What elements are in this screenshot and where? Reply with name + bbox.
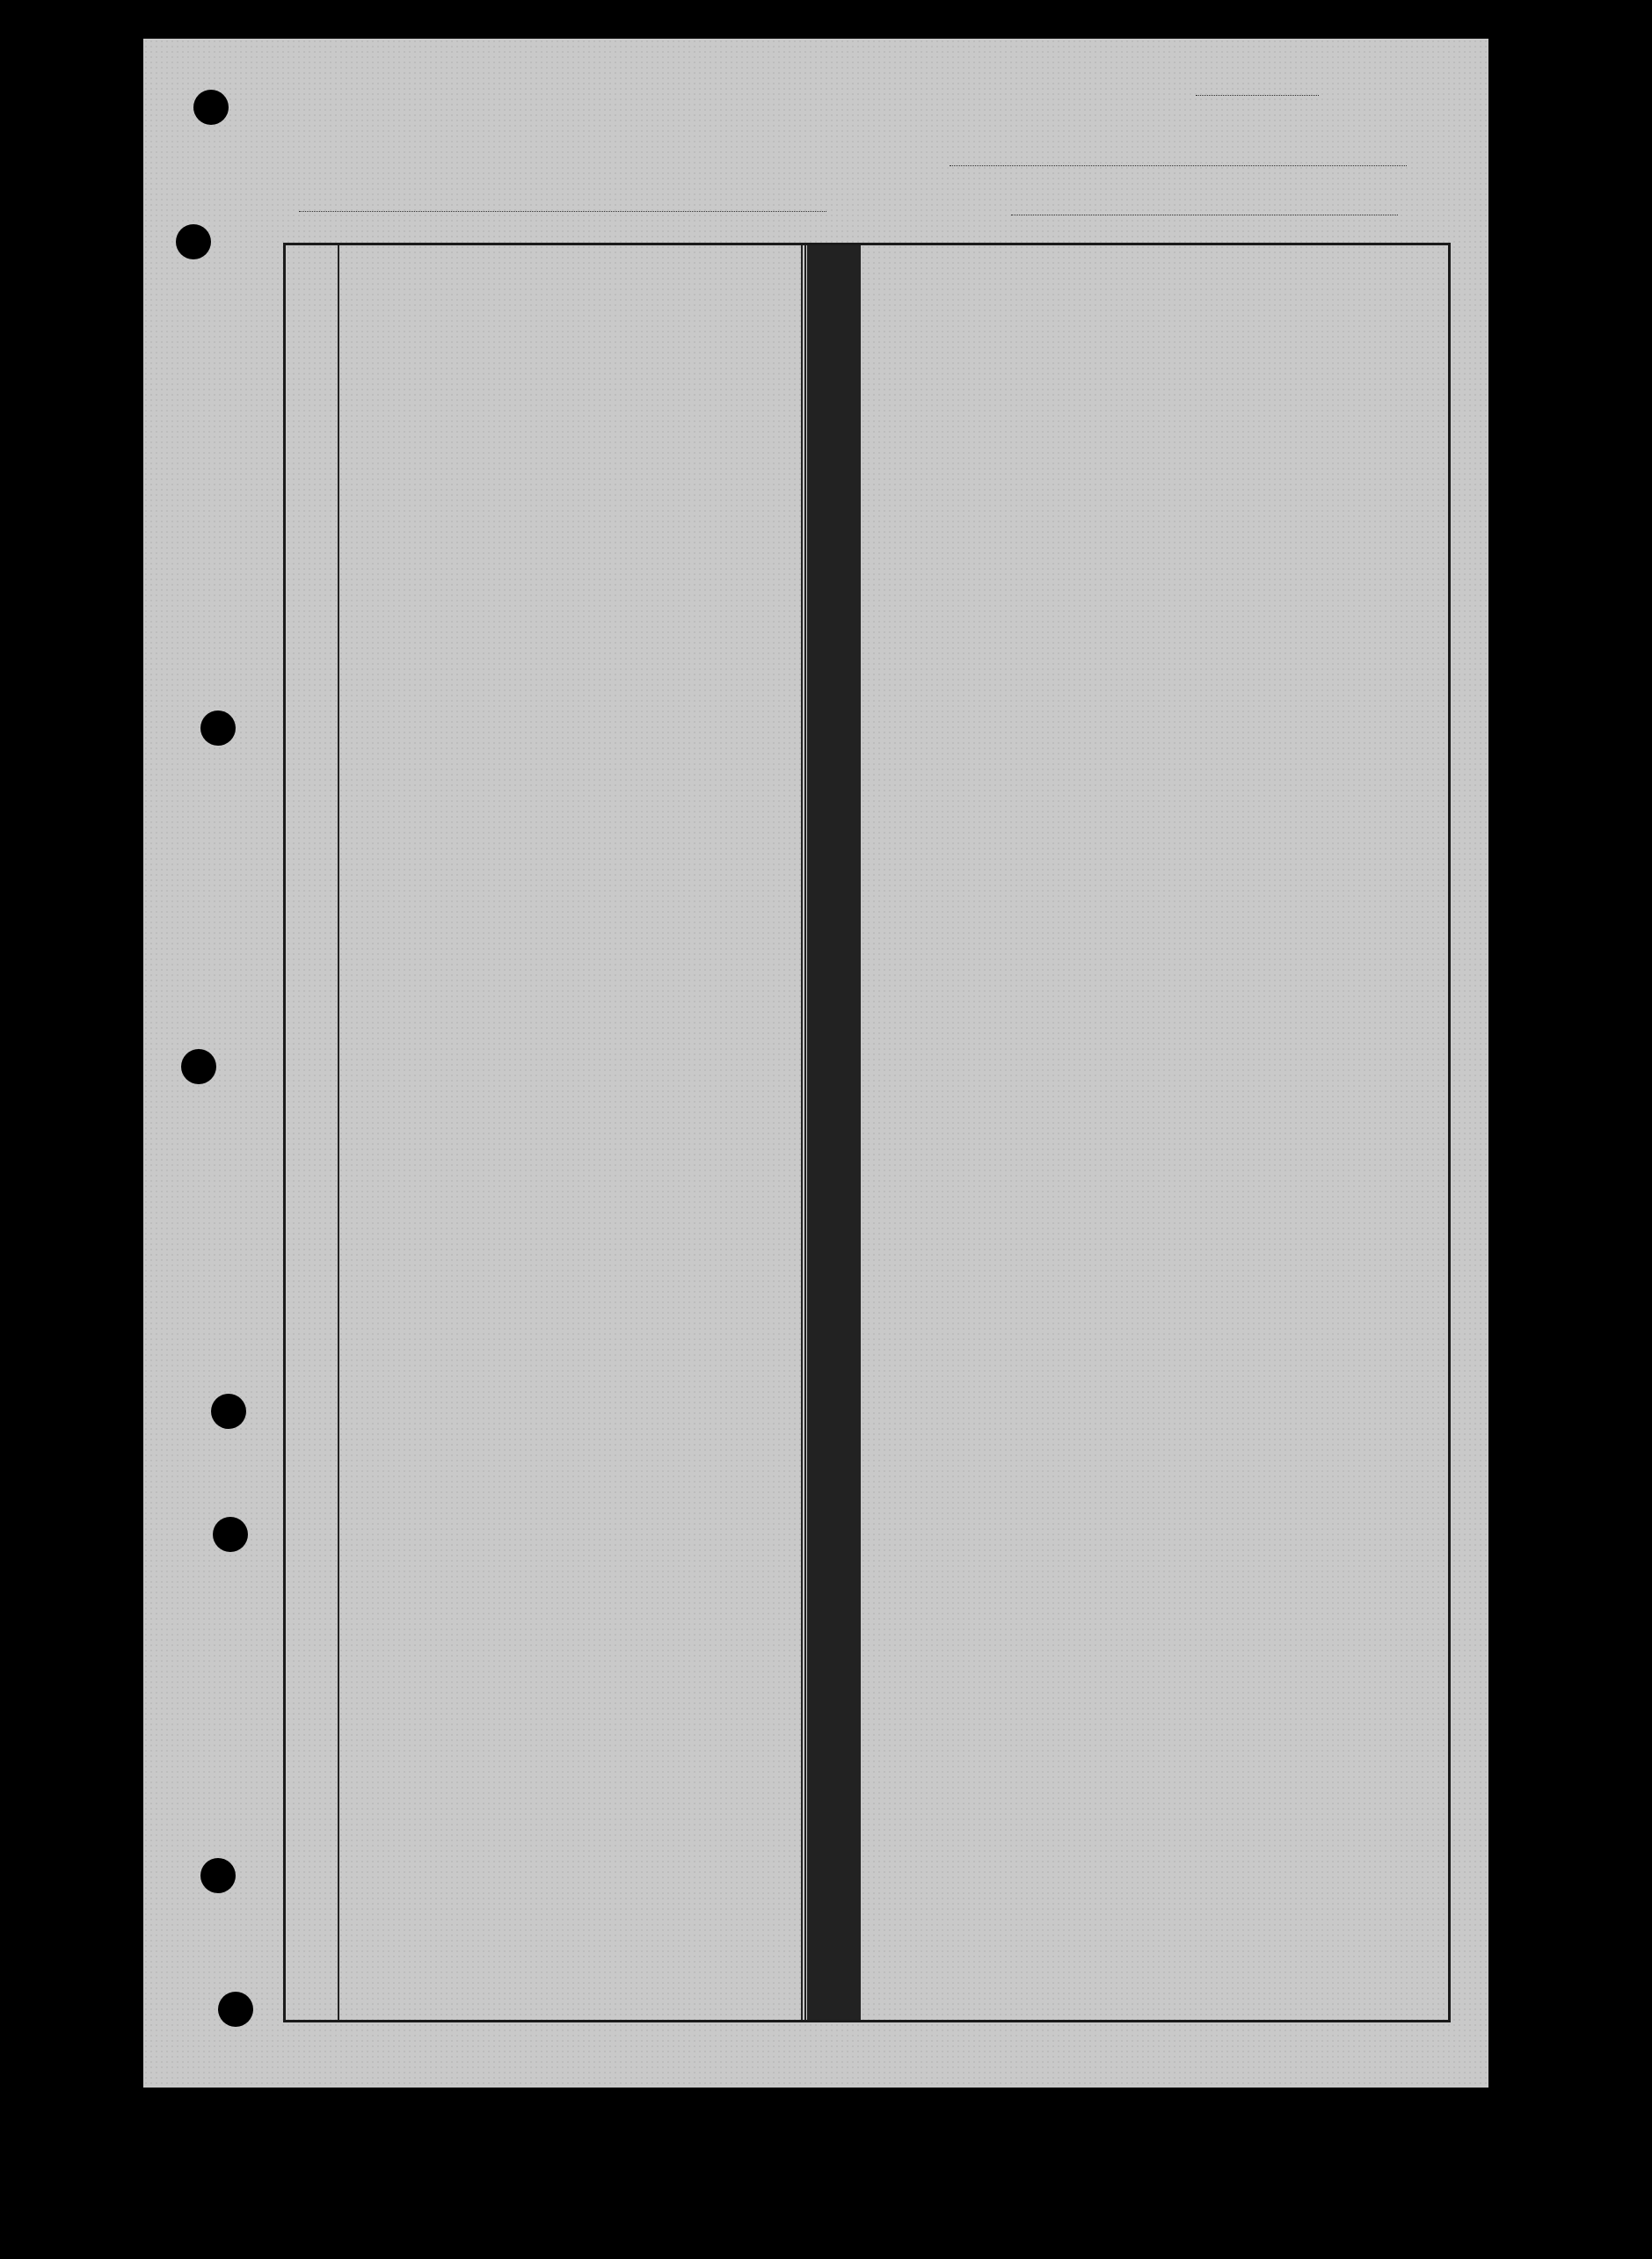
passenger-table (283, 243, 1451, 2022)
punch-hole (181, 1049, 216, 1084)
punch-hole (213, 1517, 248, 1552)
punch-hole (211, 1394, 246, 1429)
punch-hole (176, 224, 211, 259)
punch-hole (200, 1858, 236, 1893)
punch-hole (218, 1992, 253, 2027)
punch-hole (200, 710, 236, 746)
punch-hole (193, 90, 229, 125)
